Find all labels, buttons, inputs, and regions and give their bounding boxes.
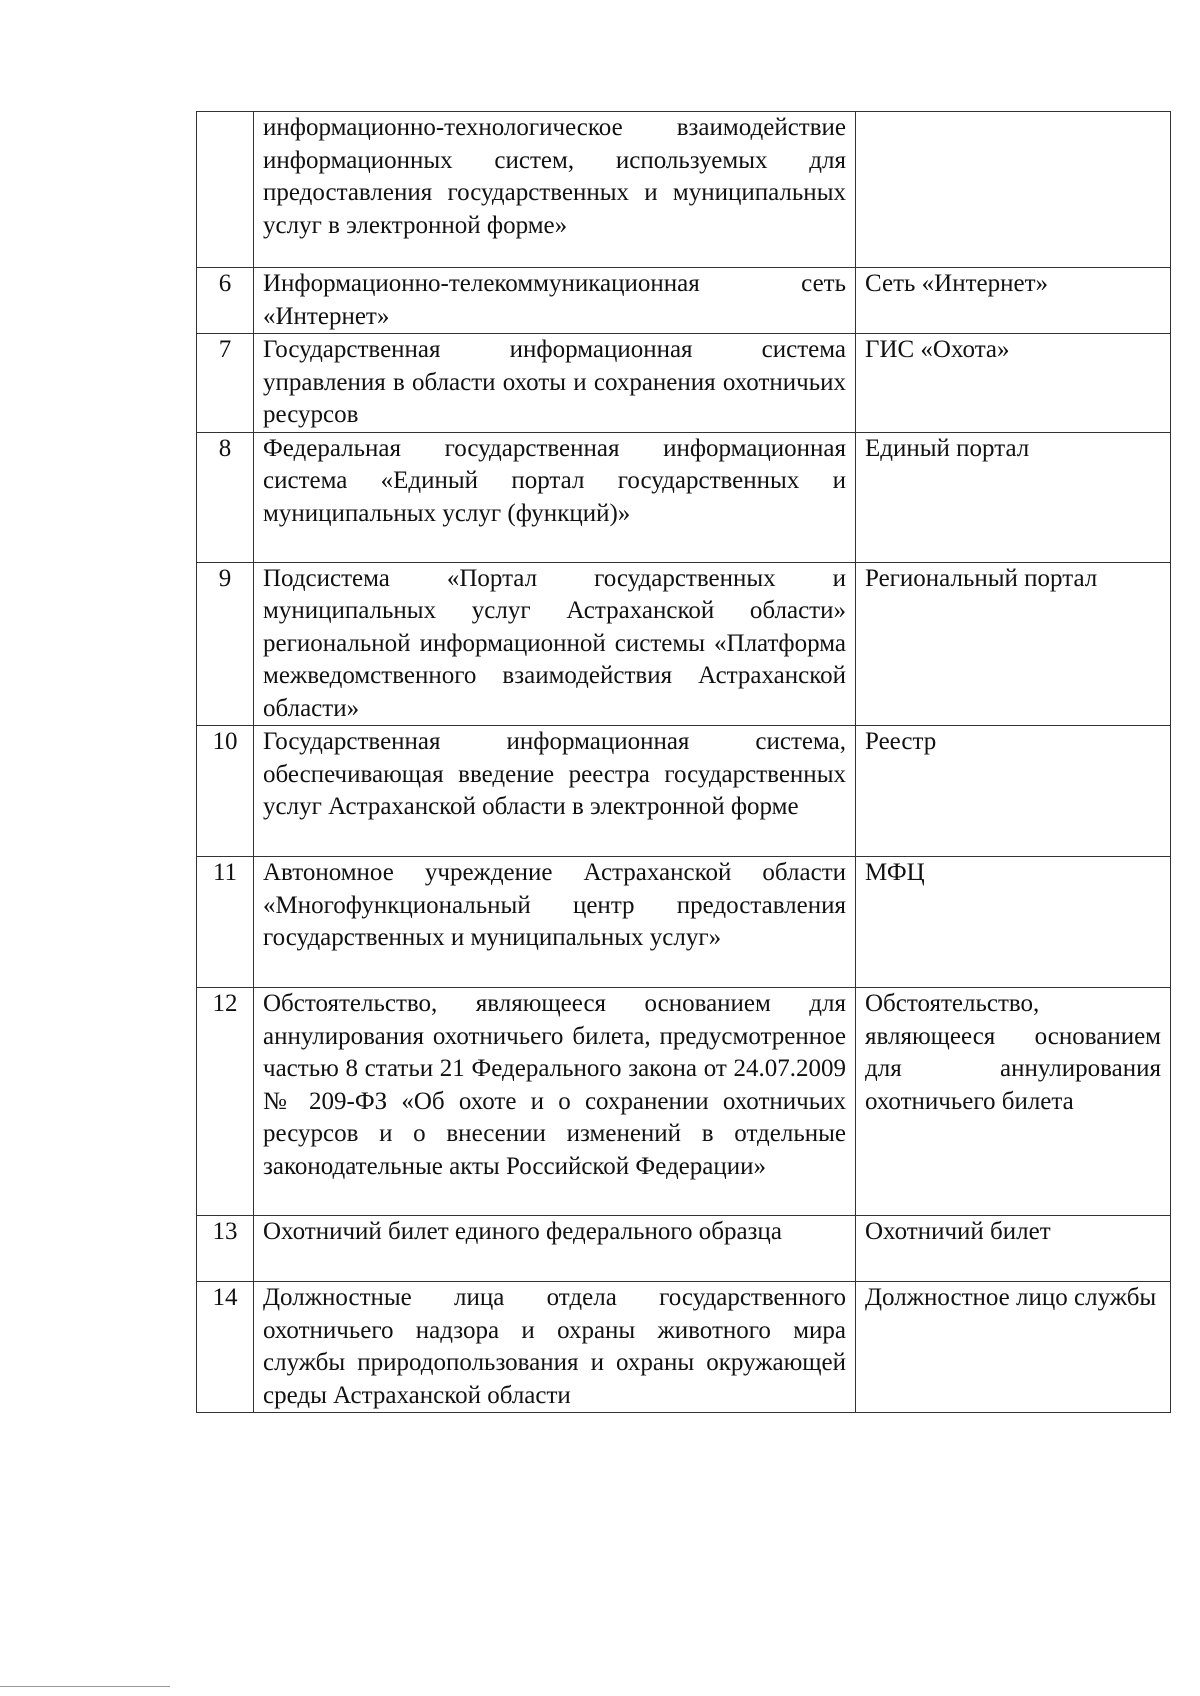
short-name-cell (856, 112, 1171, 268)
table-row (197, 268, 1171, 334)
full-name-text: Государственная информационная система управления в области охоты и сохранения охотничьих ресурсов (263, 336, 846, 428)
table-row (197, 726, 1171, 857)
full-name-cell (254, 1216, 856, 1282)
table-row (197, 988, 1171, 1216)
row-number: 14 (197, 1282, 254, 1413)
short-name-cell: Региональный портал (856, 562, 1171, 726)
row-number: 6 (197, 268, 254, 334)
row-number: 10 (197, 726, 254, 857)
full-name-cell (254, 562, 856, 726)
full-name-text: Должностные лица отдела государственного охотничьего надзора и охраны животного мира службы природопользования и охраны окружающей среды Астраханской области (263, 1284, 846, 1409)
full-name-cell (254, 857, 856, 988)
row-number: 8 (197, 432, 254, 562)
full-name-cell (254, 726, 856, 857)
short-name-cell: ГИС «Охота» (856, 334, 1171, 433)
row-number: 12 (197, 988, 254, 1216)
short-name-cell: Реестр (856, 726, 1171, 857)
row-number: 7 (197, 334, 254, 433)
terms-table (196, 111, 1171, 1413)
short-name-cell: Охотничий билет (856, 1216, 1171, 1282)
full-name-text: Автономное учреждение Астраханской области «Многофункциональный центр предоставления государственных и муниципальных услуг» (263, 859, 846, 951)
full-name-text: Информационно-телекоммуникационная сеть «Интернет» (263, 270, 846, 330)
row-number: 9 (197, 562, 254, 726)
full-name-cell (254, 334, 856, 433)
short-name-cell: Обстоятельство, являющееся основанием для аннулирования охотничьего билета (856, 988, 1171, 1216)
row-number: 11 (197, 857, 254, 988)
full-name-text: Федеральная государственная информационная система «Единый портал государственных и муниципальных услуг (функций)» (263, 434, 846, 527)
full-name-cell (254, 112, 856, 268)
table-row (197, 334, 1171, 433)
table-row (197, 562, 1171, 726)
table-row (197, 1216, 1171, 1282)
short-name-cell: Должностное лицо службы (856, 1282, 1171, 1413)
table-row (197, 1282, 1171, 1413)
full-name-text: Обстоятельство, являющееся основанием для аннулирования охотничьего билета, предусмотренное частью 8 статьи 21 Федерального закона от 24.07.2009 № 209-ФЗ «Об охоте и о сохранении охотничьих ресурсов и о внесении изменений в отдельные законодательные акты Российской Федерации» (263, 990, 846, 1180)
full-name-text: Охотничий билет единого федерального образца (263, 1218, 782, 1245)
full-name-text: информационно-технологическое взаимодействие информационных систем, используемых для предоставления государственных и муниципальных услуг в электронной форме» (263, 114, 846, 239)
table-row (197, 857, 1171, 988)
full-name-cell (254, 1282, 856, 1413)
table-row (197, 112, 1171, 268)
table-row (197, 432, 1171, 562)
short-name-cell: Сеть «Интернет» (856, 268, 1171, 334)
short-name-cell: Единый портал (856, 432, 1171, 562)
full-name-cell (254, 432, 856, 562)
row-number (197, 112, 254, 268)
short-name-cell: МФЦ (856, 857, 1171, 988)
full-name-text: Подсистема «Портал государственных и муниципальных услуг Астраханской области» региональной информационной системы «Платформа межведомственного взаимодействия Астраханской области» (263, 564, 846, 722)
footer-rule (0, 1686, 170, 1687)
full-name-cell (254, 988, 856, 1216)
row-number: 13 (197, 1216, 254, 1282)
full-name-text: Государственная информационная система, обеспечивающая введение реестра государственных услуг Астраханской области в электронной форме (263, 728, 846, 820)
full-name-cell (254, 268, 856, 334)
